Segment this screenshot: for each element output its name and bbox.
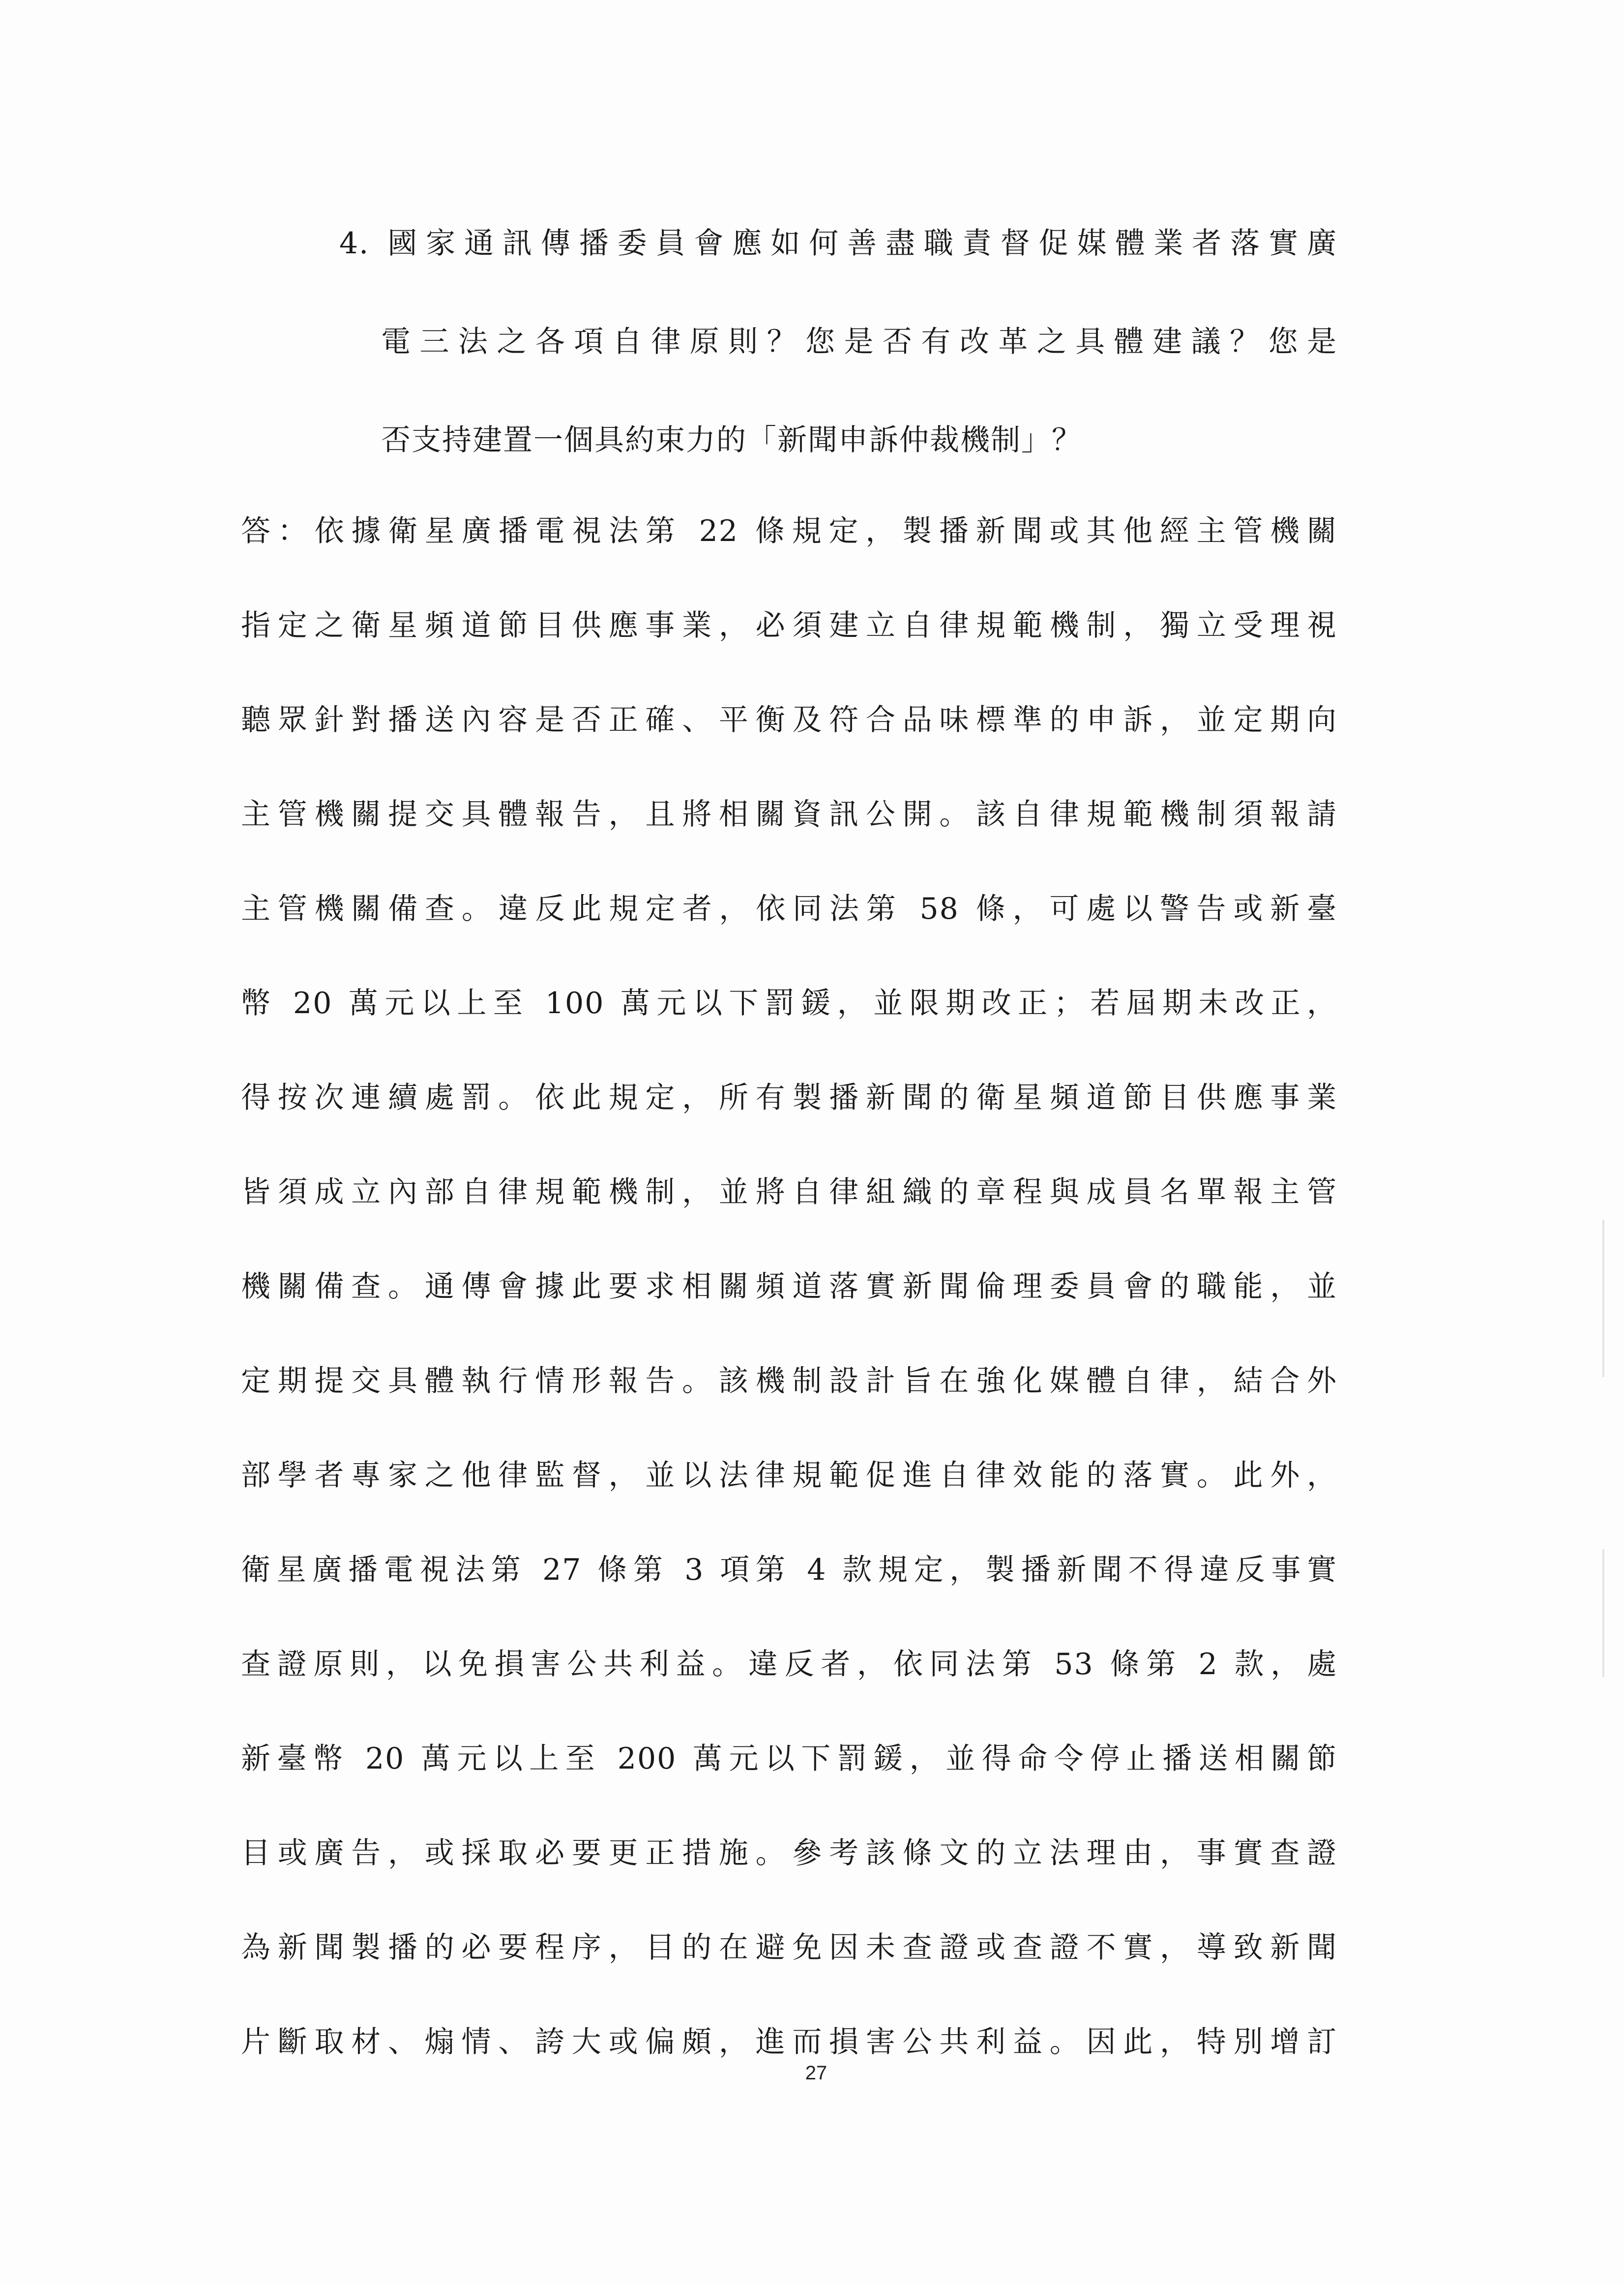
answer-line-1: 答：依據衛星廣播電視法第 22 條規定，製播新聞或其他經主管機關	[241, 514, 1337, 548]
answer-line-15: 目或廣告，或採取必要更正措施。參考該條文的立法理由，事實查證	[241, 1836, 1337, 1870]
answer-line-13: 查證原則，以免損害公共利益。違反者，依同法第 53 條第 2 款，處	[241, 1647, 1337, 1682]
answer-line-17: 片斷取材、煽情、誇大或偏頗，進而損害公共利益。因此，特別增訂	[241, 2025, 1337, 2059]
question-line-3: 否支持建置一個具約束力的「新聞申訴仲裁機制」？	[381, 423, 1082, 457]
answer-line-6: 幣 20 萬元以上至 100 萬元以下罰鍰，並限期改正；若屆期未改正，	[241, 986, 1337, 1021]
answer-line-14: 新臺幣 20 萬元以上至 200 萬元以下罰鍰，並得命令停止播送相關節	[241, 1742, 1337, 1776]
scan-edge-mark	[1602, 1220, 1604, 1377]
answer-line-7: 得按次連續處罰。依此規定，所有製播新聞的衛星頻道節目供應事業	[241, 1081, 1337, 1115]
answer-line-11: 部學者專家之他律監督，並以法律規範促進自律效能的落實。此外，	[241, 1458, 1337, 1493]
answer-line-2: 指定之衛星頻道節目供應事業，必須建立自律規範機制，獨立受理視	[241, 608, 1337, 643]
answer-line-4: 主管機關提交具體報告，且將相關資訊公開。該自律規範機制須報請	[241, 797, 1337, 832]
answer-line-3: 聽眾針對播送內容是否正確、平衡及符合品味標準的申訴，並定期向	[241, 703, 1337, 737]
answer-line-10: 定期提交具體執行情形報告。該機制設計旨在強化媒體自律，結合外	[241, 1364, 1337, 1398]
scan-edge-mark	[1602, 1549, 1604, 1677]
answer-line-12: 衛星廣播電視法第 27 條第 3 項第 4 款規定，製播新聞不得違反事實	[241, 1553, 1337, 1587]
answer-line-5: 主管機關備查。違反此規定者，依同法第 58 條，可處以警告或新臺	[241, 892, 1337, 926]
page-number: 27	[805, 2062, 827, 2084]
answer-line-9: 機關備查。通傳會據此要求相關頻道落實新聞倫理委員會的職能，並	[241, 1269, 1337, 1304]
question-line-1: 4. 國家通訊傳播委員會應如何善盡職責督促媒體業者落實廣	[339, 226, 1337, 261]
answer-line-8: 皆須成立內部自律規範機制，並將自律組織的章程與成員名單報主管	[241, 1175, 1337, 1209]
answer-line-16: 為新聞製播的必要程序，目的在避免因未查證或查證不實，導致新聞	[241, 1930, 1337, 1965]
question-line-2: 電三法之各項自律原則？您是否有改革之具體建議？您是	[381, 325, 1337, 359]
